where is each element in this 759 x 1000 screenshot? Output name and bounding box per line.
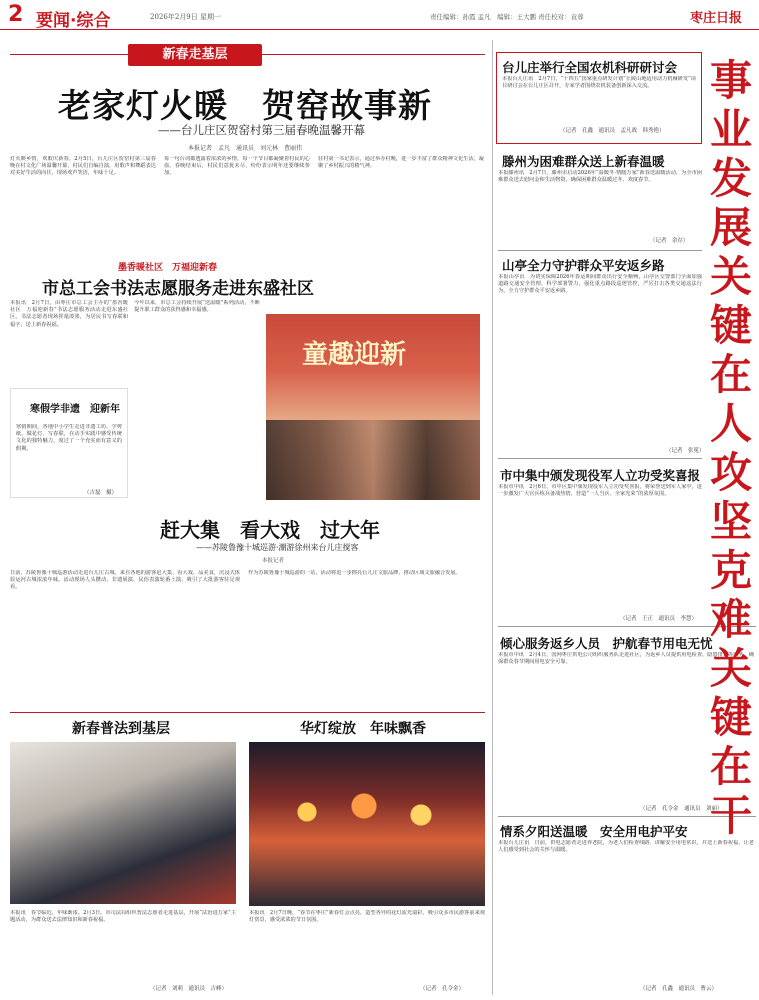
feature-banner: 新春走基层 (128, 44, 262, 66)
right-article-2-credit: （记者 余存） (650, 238, 689, 244)
slogan-char: 坚 (709, 497, 752, 546)
section-name: 要闻·综合 (36, 11, 111, 31)
lanterns (269, 782, 459, 842)
editor-credits: 责任编辑：孙霞 孟凡 编辑：王大鹏 责任校对：袁蓉 (430, 13, 584, 21)
page-number: 2 (8, 2, 24, 27)
right-article-5-body: 本报市中讯 2月4日，国网枣庄供电公司组织服务队走进社区，为返乡人员提供用电检查、隐患排查等服务，确保群众春节期间用电安全可靠。 (498, 652, 754, 666)
right-article-5-headline: 倾心服务返乡人员 护航春节用电无忧 (500, 636, 713, 651)
slogan-char: 业 (709, 105, 752, 154)
union-body: 本报讯 2月7日，由枣庄市总工会主办的“墨香暖社区 万福迎新春”书法志愿服务活动走进东盛社区。书法志愿者现场挥毫泼墨，为居民书写春联和福字，送上新春祝福。 (10, 300, 128, 328)
kids-lantern-photo (266, 314, 480, 500)
slogan-char: 克 (709, 546, 752, 595)
right-article-2-body: 本报滕州讯 2月7日，滕州市启动2026年“温暖冬·情暖万家”新春送温暖活动，为全市困难群众送去慰问金和生活物资，确保困难群众温暖过冬、欢度春节。 (498, 170, 702, 184)
right-article-6-body: 本报台儿庄讯 日前，供电志愿者走进养老院，为老人们检查线路、讲解安全用电常识，并送上新春祝福，让老人们感受到社会的关怀与温暖。 (498, 840, 754, 854)
paper-logo: 枣庄日报 (690, 11, 743, 26)
feature-body-col1: 灯火映乡情，欢歌庆新春。2月5日，台儿庄区贺窑村第三届春晚在村文化广场温馨开幕，村民们自编自演，用歌声和舞蹈表达对美好生活的向往，现场欢声笑语，年味十足。 (10, 156, 156, 177)
slogan-char: 攻 (709, 448, 752, 497)
right-article-3-body: 本报山亭讯 为切实保障2026年春运期间群众出行安全顺畅，山亭区交警部门全面加强道路交通安全管理，科学部署警力，强化重点路段巡逻管控，严厉打击各类交通违法行为，全力守护群众平安返乡路。 (498, 274, 702, 295)
right-article-4-body: 本报市中讯 2月6日，市中区集中颁发现役军人立功受奖喜报，将荣誉送到军人家中，进一步激发广大官兵练兵备战热情，营造“一人当兵、全家光荣”的浓厚氛围。 (498, 484, 702, 498)
union-headline: 市总工会书法志愿服务走进东盛社区 (42, 279, 314, 299)
slogan-char: 键 (709, 301, 752, 350)
issue-date: 2026年2月9日 星期一 (150, 13, 221, 21)
feature-body-col2: 每一句台词都透露着浓浓的乡情，每一个节目都凝聚着村民的心血。春晚结束后，村民们意犹未尽，纷纷表示明年还要继续参加。 (164, 156, 310, 177)
feature-subhead: ——台儿庄区贺窑村第三届春晚温馨开幕 (158, 123, 365, 137)
right-article-1-headline: 台儿庄举行全国农机科研研讨会 (502, 60, 678, 75)
bottom-right-credit: （记者 孔令金） (420, 986, 465, 992)
right-article-3-headline: 山亭全力守护群众平安返乡路 (502, 258, 665, 273)
right-article-2-headline: 滕州为困难群众送上新春温暖 (502, 154, 665, 169)
bottom-right-headline: 华灯绽放 年味飘香 (300, 721, 426, 737)
bottom-rule (10, 712, 485, 713)
right-rule-1 (498, 250, 702, 251)
union-body-continued (134, 388, 260, 500)
masthead (0, 0, 759, 30)
slogan-char: 在 (709, 350, 752, 399)
market-subhead: ——苏陵鲁豫十城巡游·潮游徐州来台儿庄搅客 (196, 543, 359, 552)
slogan-char: 键 (709, 693, 752, 742)
market-byline: 本报记者 (262, 558, 285, 564)
bottom-left-credit: （记者 刘莉 通讯员 吉峰） (150, 986, 228, 992)
slogan-char: 关 (709, 252, 752, 301)
right-rule-2 (498, 458, 702, 459)
right-article-1-body: 本报台儿庄讯 2月7日，“十四五”国家重点研发计划“丘陵山地适用动力机械研发”项目研讨会在台儿庄区召开，专家学者围绕农机装备创新深入交流。 (502, 76, 696, 90)
column-divider (492, 40, 493, 995)
children-figures (266, 420, 480, 500)
side-note-credit: （吉磊 摄） (84, 490, 118, 496)
photo-banner-text: 童趣迎新 (302, 340, 407, 370)
slogan-char: 人 (709, 399, 752, 448)
feature-headline: 老家灯火暖 贺窑故事新 (58, 86, 432, 125)
right-article-6-headline: 情系夕阳送温暖 安全用电护平安 (500, 824, 688, 839)
bottom-left-headline: 新春普法到基层 (72, 721, 170, 737)
right-article-4-headline: 市中集中颁发现役军人立功受奖喜报 (500, 468, 701, 483)
slogan-char: 干 (709, 791, 752, 840)
union-kicker: 墨香暖社区 万福迎新春 (118, 263, 218, 273)
vertical-slogan (708, 56, 754, 840)
side-note-title: 寒假学非遗 迎新年 (30, 404, 120, 415)
slogan-char: 展 (709, 203, 752, 252)
market-headline: 赶大集 看大戏 过大年 (160, 518, 380, 542)
right-article-4-credit: （记者 王正 通讯员 李慧） (620, 616, 698, 622)
feature-body-col3: 驻村第一书记表示，通过举办村晚，进一步丰富了群众精神文化生活，凝聚了乡村振兴的精气神。 (318, 156, 484, 170)
right-article-6-credit: （记者 孔鑫 通讯员 曹云） (640, 986, 718, 992)
slogan-char: 在 (709, 742, 752, 791)
bottom-right-body: 本报讯 2月7日晚，“春节在枣庄”新春灯会点亮，造型各异的花灯流光溢彩，吸引众多市民游客前来观灯赏景，感受浓浓的节日氛围。 (249, 910, 485, 924)
slogan-char: 发 (709, 154, 752, 203)
right-article-1-credit: （记者 孔鑫 通讯员 孟凡战 韩秀艳） (560, 128, 665, 134)
right-article-5-credit: （记者 孔令金 通讯员 刘丽） (640, 806, 723, 812)
slogan-char: 关 (709, 644, 752, 693)
feature-byline: 本报记者 孟凡 通讯员 刘元林 曹丽伟 (188, 145, 303, 152)
slogan-char: 难 (709, 595, 752, 644)
right-article-3-credit: （记者 张冕） (666, 448, 705, 454)
market-body-2: 作为苏陵鲁豫十城巡游的一站，活动将进一步擦亮台儿庄文旅品牌，推动区域文旅融合发展。 (248, 570, 461, 576)
union-body-2: 今年以来，市总工会持续开展“送温暖”系列活动，不断提升职工群众的获得感和幸福感。 (134, 300, 260, 314)
market-body: 日前，苏陵鲁豫十城巡游活动走进台儿庄古城，来自各地的游客赶大集、看大戏、品美食，沉浸式体验运河古城浓浓年味。活动现场人头攒动，非遗展演、民俗表演轮番上演，吸引了大批游客驻足观看。 (10, 570, 240, 591)
lantern-festival-photo (249, 742, 485, 906)
slogan-char: 事 (709, 56, 752, 105)
law-outreach-photo (10, 742, 236, 904)
bottom-left-body: 本报讯 春节临近，年味渐浓。2月3日，市司法局组织普法志愿者走进基层，开展“法治进万家”主题活动，为群众送去法律知识和新春祝福。 (10, 910, 236, 924)
side-note-body: 寒假期间，各地中小学生走进非遗工坊，学剪纸、做花灯、写春联，在动手实践中感受传统文化的独特魅力，度过了一个充实而有意义的假期。 (16, 424, 122, 452)
